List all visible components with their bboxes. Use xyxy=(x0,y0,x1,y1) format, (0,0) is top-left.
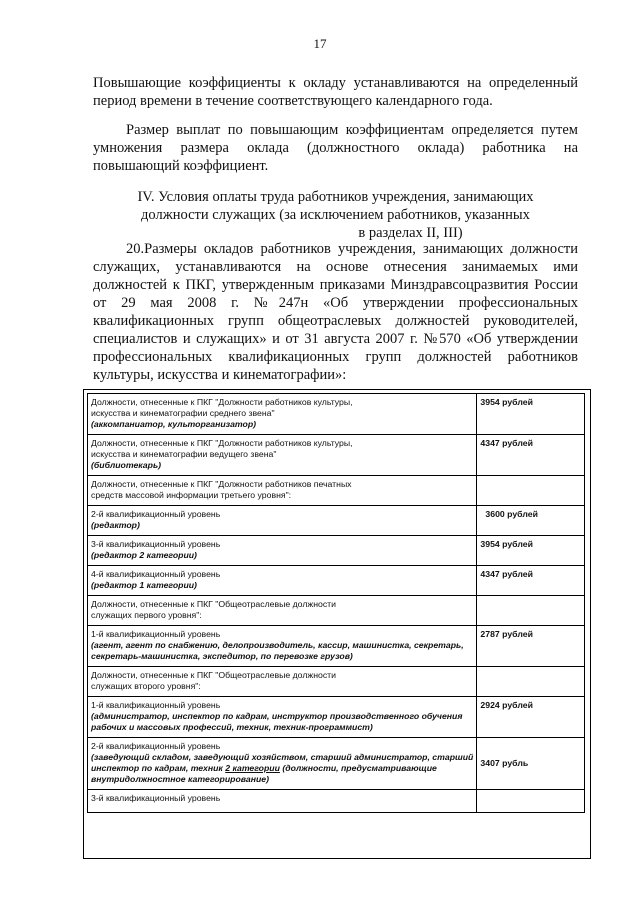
row-description: Должности, отнесенные к ПКГ "Должности работников печатных средств массовой информации третьего уровня": xyxy=(88,476,477,506)
salary-amount: 3600 рублей xyxy=(477,506,585,536)
salary-amount: 3954 рублей xyxy=(477,394,585,435)
table-row xyxy=(88,667,585,697)
salary-amount xyxy=(477,790,585,813)
underlined-category: 2 категории xyxy=(225,763,280,773)
text-line: период времени в течение соответствующего календарного года. xyxy=(93,93,493,109)
section-heading xyxy=(93,188,578,242)
row-description: 2-й квалификационный уровень (заведующий складом, заведующий хозяйством, старший администратор, старший инспектор по кадрам, техник 2 категории (должности, предусматривающие внутридолжностное категорирование) xyxy=(88,738,477,790)
table-row xyxy=(88,566,585,596)
salary-amount: 2924 рублей xyxy=(477,697,585,738)
row-description: 1-й квалификационный уровень (администратор, инспектор по кадрам, инструктор производственного обучения рабочих и массовых профессий, техник, техник-программист) xyxy=(88,697,477,738)
positions-list: (администратор, инспектор по кадрам, инструктор производственного обучения рабочих и массовых профессий, техник, техник-программист) xyxy=(91,711,463,732)
row-description: 3-й квалификационный уровень xyxy=(88,790,477,813)
row-description: 4-й квалификационный уровень (редактор 1 категории) xyxy=(88,566,477,596)
table-row xyxy=(88,596,585,626)
salary-amount: 2787 рублей xyxy=(477,626,585,667)
text-line: Размер выплат по повышающим коэффициентам определяется путем xyxy=(126,122,578,138)
salary-amount xyxy=(477,596,585,626)
page-number: 17 xyxy=(313,36,327,51)
positions-list: (редактор) xyxy=(91,520,140,530)
salary-amount: 3954 рублей xyxy=(477,536,585,566)
text-line: должностей к ПКГ, утвержденным приказами Минздравсоцразвития России xyxy=(93,277,578,293)
paragraph-coefficients-period xyxy=(93,74,578,110)
text-line: специалистов и служащих» и от 31 августа 2007 г. №570 «Об утверждении xyxy=(93,331,578,347)
row-description: 1-й квалификационный уровень (агент, агент по снабжению, делопроизводитель, кассир, машинистка, секретарь, секретарь-машинистка, экспедитор, по перевозке грузов) xyxy=(88,626,477,667)
text-line: культуры, искусства и кинематографии»: xyxy=(93,367,347,383)
table-row xyxy=(88,536,585,566)
heading-line: IV. Условия оплаты труда работников учреждения, занимающих xyxy=(137,189,534,205)
row-description: 2-й квалификационный уровень (редактор) xyxy=(88,506,477,536)
table-row xyxy=(88,476,585,506)
heading-line: в разделах II, III) xyxy=(358,225,463,241)
salary-amount xyxy=(477,476,585,506)
table-row xyxy=(88,394,585,435)
row-description: Должности, отнесенные к ПКГ "Должности работников культуры, искусства и кинематографии среднего звена" (аккомпаниатор, культорганизатор) xyxy=(88,394,477,435)
salary-amount: 4347 рублей xyxy=(477,566,585,596)
row-description: Должности, отнесенные к ПКГ "Общеотраслевые должности служащих второго уровня": xyxy=(88,667,477,697)
table-row xyxy=(88,626,585,667)
table-row xyxy=(88,790,585,813)
salary-amount xyxy=(477,667,585,697)
text-line: служащих, устанавливаются на основе отнесения занимаемых ими xyxy=(93,259,578,275)
row-description: Должности, отнесенные к ПКГ "Общеотраслевые должности служащих первого уровня": xyxy=(88,596,477,626)
table-row xyxy=(88,506,585,536)
text-line: от 29 мая 2008 г. №247н «Об утверждении профессиональных xyxy=(93,295,578,311)
row-description: 3-й квалификационный уровень (редактор 2 категории) xyxy=(88,536,477,566)
table-row xyxy=(88,697,585,738)
text-line: 20.Размеры окладов работников учреждения, занимающих должности xyxy=(126,241,578,257)
paragraph-payment-size xyxy=(93,121,578,175)
salary-amount: 3407 рубль xyxy=(477,738,585,790)
text-line: повышающий коэффициент. xyxy=(93,158,269,174)
salary-amount: 4347 рублей xyxy=(477,435,585,476)
text-line: квалификационных групп общеотраслевых должностей руководителей, xyxy=(93,313,578,329)
positions-list: (заведующий складом, заведующий хозяйством, старший администратор, старший инспектор по кадрам, техник 2 категории (должности, предусматривающие внутридолжностное категорирование) xyxy=(91,752,474,784)
text-line: умножения размера оклада (должностного оклада) работника на xyxy=(93,140,578,156)
positions-list: (агент, агент по снабжению, делопроизводитель, кассир, машинистка, секретарь, секретарь-машинистка, экспедитор, по перевозке грузов) xyxy=(91,640,464,661)
positions-list: (аккомпаниатор, культорганизатор) xyxy=(91,419,257,429)
positions-list: (редактор 2 категории) xyxy=(91,550,197,560)
heading-line: должности служащих (за исключением работников, указанных xyxy=(141,207,530,223)
table-row xyxy=(88,435,585,476)
table-row xyxy=(88,738,585,790)
clause-20 xyxy=(93,240,578,384)
row-description: Должности, отнесенные к ПКГ "Должности работников культуры, искусства и кинематографии ведущего звена" (библиотекарь) xyxy=(88,435,477,476)
text-line: профессиональных квалификационных групп должностей работников xyxy=(93,349,578,365)
positions-list: (редактор 1 категории) xyxy=(91,580,197,590)
salary-table xyxy=(87,393,585,813)
text-line: Повышающие коэффициенты к окладу устанавливаются на определенный xyxy=(93,75,578,91)
positions-list: (библиотекарь) xyxy=(91,460,162,470)
